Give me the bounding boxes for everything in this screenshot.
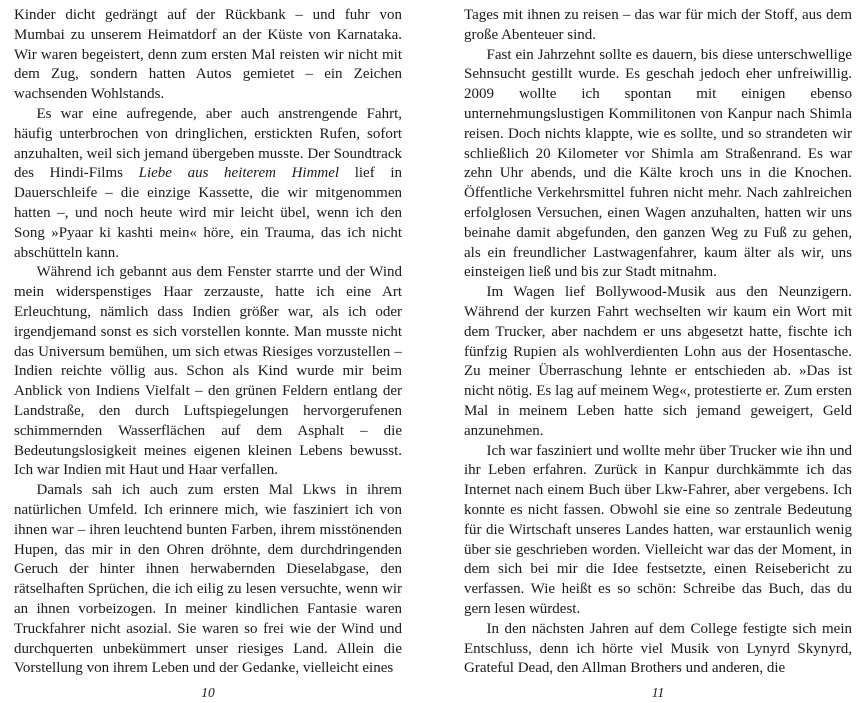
paragraph-text: Es war eine aufregende, aber auch anstrengende Fahrt, häufig unterbrochen von dringlichen, erstickten Rufen, sofort anzuhalten, weil sich jemand übergeben musste. Der Soundtrack des Hindi-Films [14, 105, 402, 182]
paragraph-text: lief in Dauerschleife – die einzige Kassette, die wir mitgenommen hatten –, und noch heute wird mir leicht übel, wenn ich den Song »Pyaar ki kashti mein« höre, ein Trauma, das ich nicht abschütteln kann. [14, 165, 403, 261]
page-right [464, 6, 852, 701]
paragraph [464, 283, 852, 441]
film-title: Liebe aus heiterem Himmel [138, 165, 340, 182]
paragraph-text: Im Wagen lief Bollywood-Musik aus den Neunzigern. Während der kurzen Fahrt wechselten wir kaum ein Wort mit dem Trucker, aber nachdem er uns abgesetzt hatte, fischte ich fünfzig Rupien als wohlverdienten Lohn aus der Hosentasche. Zu meiner Überraschung lehnte er entschieden ab. »Das ist nicht nötig. Es lag auf meinem Weg«, protestierte er. Zum ersten Mal in meinem Leben hatte sich jemand geweigert, Geld anzunehmen. [464, 284, 852, 439]
page-left-text [14, 6, 402, 679]
paragraph [464, 6, 852, 46]
paragraph [464, 46, 852, 284]
page-number-left: 10 [201, 685, 215, 701]
paragraph-text: Ich war fasziniert und wollte mehr über Trucker wie ihn und ihr Leben erfahren. Zurück in Kanpur durchkämmte ich das Internet nach einem Buch über Lkw-Fahrer, aber vergebens. Ich konnte es nicht fassen. Obwohl sie eine so zentrale Bedeutung für die Wirtschaft unseres Landes hatten, war erstaunlich wenig über sie geschrieben worden. Vielleicht war das der Moment, in dem sich bei mir die Idee festsetzte, einen Reisebericht zu verfassen. Wie heißt es so schön: Schreibe das Buch, das du gern lesen würdest. [464, 442, 852, 617]
paragraph [464, 620, 852, 679]
paragraph-text: Tages mit ihnen zu reisen – das war für mich der Stoff, aus dem große Abenteuer sind. [464, 7, 852, 43]
paragraph-text: Kinder dicht gedrängt auf der Rückbank – und fuhr von Mumbai zu unserem Heimatdorf an der Küste von Karnataka. Wir waren begeistert, denn zum ersten Mal reisten wir nicht mit dem Zug, sondern hatten Autos gemietet – ein Zeichen wachsenden Wohlstands. [14, 7, 402, 103]
paragraph-text: Fast ein Jahrzehnt sollte es dauern, bis diese unterschwellige Sehnsucht gestillt wurde. Es geschah jedoch eher unfreiwillig. 2009 wollte ich spontan mit einigen ebenso unternehmungslustigen Kommilitonen von Kanpur nach Shimla reisen. Doch nichts klappte, wie es sollte, und so strandeten wir schließlich 20 Kilometer vor Shimla am Straßenrand. Es war zehn Uhr abends, und die Kälte kroch uns in die Knochen. Öffentliche Verkehrsmittel fuhren nicht mehr. Nach zahlreichen erfolglosen Versuchen, einen Wagen anzuhalten, hatten wir uns beinahe damit abgefunden, den ganzen Weg zu Fuß zu gehen, als ein freundlicher Lastwagenfahrer, kaum älter als wir, uns einsteigen ließ und bis zur Stadt mitnahm. [464, 46, 852, 281]
paragraph [14, 263, 402, 481]
paragraph [464, 442, 852, 620]
paragraph [14, 6, 402, 105]
paragraph [14, 105, 402, 263]
page-left [14, 6, 403, 701]
paragraph-text: Während ich gebannt aus dem Fenster starrte und der Wind mein widerspenstiges Haar zerzauste, hatte ich eine Art Erleuchtung, nämlich dass Indien größer war, als ich oder irgendjemand sonst es sich vorstellen konnte. Man musste nicht das Universum bemühen, um sich etwas Riesiges vorzustellen – Indien reichte völlig aus. Schon als Kind wurde mir beim Anblick von Indiens Vielfalt – den grünen Feldern entlang der Landstraße, den durch Luftspiegelungen hervorgerufenen schimmernden Wasserflächen auf dem Asphalt – die Bedeutungslosigkeit meines eigenen kleinen Lebens bewusst. Ich war Indien mit Haut und Haar verfallen. [14, 264, 402, 479]
page-number-right: 11 [651, 685, 665, 701]
paragraph [14, 481, 402, 679]
paragraph-text: Damals sah ich auch zum ersten Mal Lkws in ihrem natürlichen Umfeld. Ich erinnere mich, wie fasziniert ich von ihnen war – ihren leuchtend bunten Farben, ihrem misstönenden Hupen, das mir in den Ohren dröhnte, dem durchdringenden Geruch der hinter ihnen herwabernden Dieselabgase, den rätselhaften Sprüchen, die ich eilig zu lesen versuchte, wenn wir an ihnen vorbeizogen. In meiner kindlichen Fantasie waren Truckfahrer nicht asozial. Sie waren so frei wie der Wind und durchquerten unbekümmert unser riesiges Land. Allein die Vorstellung von ihrem Leben und der Gedanke, vielleicht eines [14, 482, 402, 677]
paragraph-text: In den nächsten Jahren auf dem College festigte sich mein Entschluss, denn ich hörte viel Musik von Lynyrd Skynyrd, Grateful Dead, den Allman Brothers und anderen, die [464, 620, 852, 677]
page-right-text [464, 6, 852, 679]
